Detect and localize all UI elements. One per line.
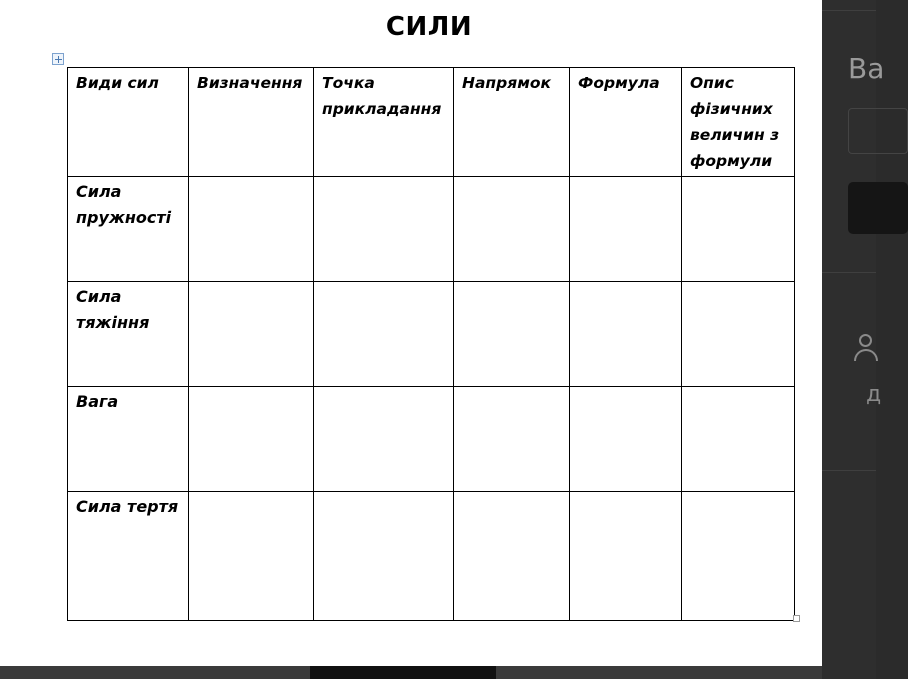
header-cell-direction[interactable]: Напрямок <box>454 68 570 177</box>
header-cell-quantities-description[interactable]: Опис фізичних величин з формули <box>682 68 795 177</box>
user-icon <box>854 334 878 362</box>
header-cell-force-types[interactable]: Види сил <box>68 68 189 177</box>
table-cell[interactable] <box>682 282 795 387</box>
table-move-handle[interactable] <box>52 53 64 65</box>
table-cell[interactable] <box>314 282 454 387</box>
row-label-cell[interactable]: Сила тертя <box>68 492 189 621</box>
header-cell-application-point[interactable]: Точка прикладання <box>314 68 454 177</box>
panel-divider <box>822 272 876 273</box>
user-icon-body <box>854 349 878 361</box>
row-label-cell[interactable]: Сила тяжіння <box>68 282 189 387</box>
table-cell[interactable] <box>682 177 795 282</box>
table-cell[interactable] <box>682 492 795 621</box>
header-cell-definition[interactable]: Визначення <box>189 68 314 177</box>
table-cell[interactable] <box>314 387 454 492</box>
bottom-bar-segment <box>310 666 496 679</box>
table-cell[interactable] <box>682 387 795 492</box>
panel-heading: Ва <box>848 52 885 85</box>
table-cell[interactable] <box>570 177 682 282</box>
table-cell[interactable] <box>570 282 682 387</box>
table-cell[interactable] <box>454 492 570 621</box>
panel-text: д <box>866 382 882 407</box>
document-title: СИЛИ <box>385 12 473 42</box>
table-row <box>68 492 795 621</box>
forces-table <box>67 67 795 621</box>
table-cell[interactable] <box>314 492 454 621</box>
table-cell[interactable] <box>189 282 314 387</box>
bottom-bar <box>0 666 822 679</box>
table-cell[interactable] <box>189 177 314 282</box>
table-cell[interactable] <box>570 387 682 492</box>
panel-divider <box>822 470 876 471</box>
table-header-row <box>68 68 795 177</box>
table-cell[interactable] <box>189 492 314 621</box>
table-cell[interactable] <box>454 282 570 387</box>
panel-divider <box>822 10 876 11</box>
table-row <box>68 282 795 387</box>
table-cell[interactable] <box>314 177 454 282</box>
table-cell[interactable] <box>454 177 570 282</box>
panel-button[interactable] <box>848 182 908 234</box>
row-label-cell[interactable]: Сила пружності <box>68 177 189 282</box>
table-resize-handle[interactable] <box>793 615 800 622</box>
right-side-panel <box>822 0 885 679</box>
table-cell[interactable] <box>570 492 682 621</box>
panel-input-field[interactable] <box>848 108 908 154</box>
table-cell[interactable] <box>454 387 570 492</box>
user-icon-head <box>859 334 872 347</box>
row-label-cell[interactable]: Вага <box>68 387 189 492</box>
table-cell[interactable] <box>189 387 314 492</box>
table-row <box>68 387 795 492</box>
header-cell-formula[interactable]: Формула <box>570 68 682 177</box>
table-row <box>68 177 795 282</box>
